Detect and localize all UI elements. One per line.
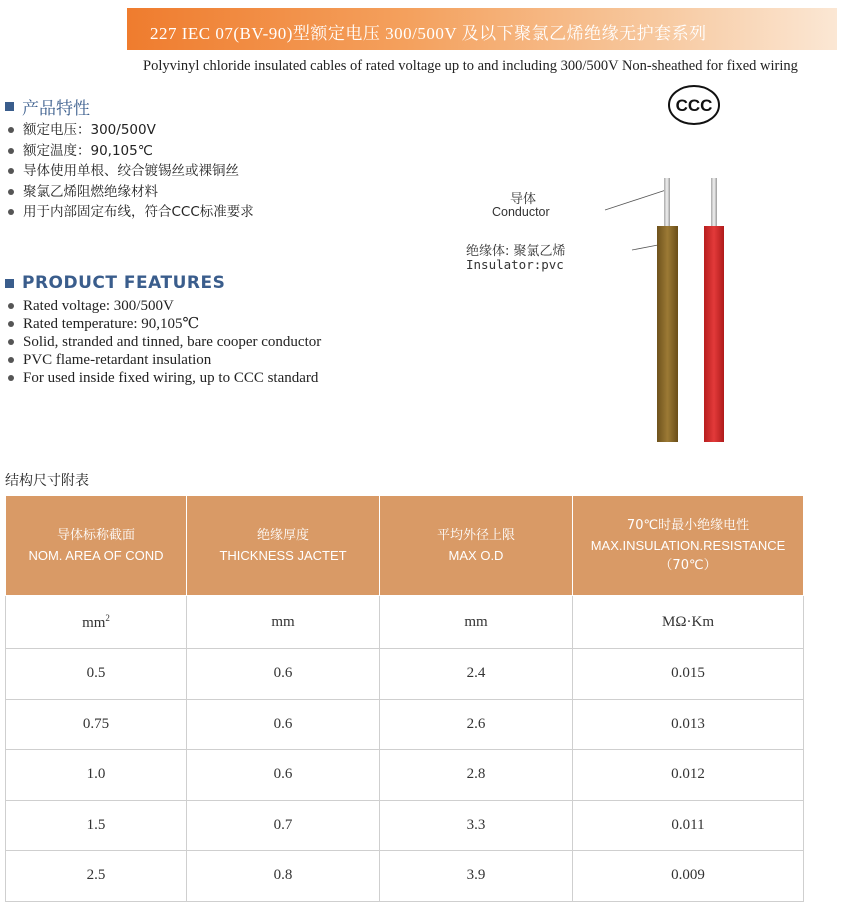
table-cell: 0.009 — [573, 851, 804, 902]
features-en-list — [5, 297, 321, 387]
table-cell: 1.5 — [6, 800, 187, 851]
list-item: Rated voltage: 300/500V — [5, 297, 321, 315]
table-header-row — [6, 496, 804, 596]
table-cell: 0.6 — [187, 750, 380, 801]
table-cell: 1.0 — [6, 750, 187, 801]
red-cable-insulation — [704, 226, 724, 442]
table-row — [6, 699, 804, 750]
list-item: Solid, stranded and tinned, bare cooper conductor — [5, 333, 321, 351]
table-row — [6, 800, 804, 851]
table-cell: 0.8 — [187, 851, 380, 902]
list-item: For used inside fixed wiring, up to CCC standard — [5, 369, 321, 387]
features-cn-heading-text: 产品特性 — [22, 99, 90, 119]
table-cell: 2.5 — [6, 851, 187, 902]
unit-cell: MΩ·Km — [573, 596, 804, 649]
header-cn: 绝缘厚度 — [256, 527, 309, 543]
insulator-label-en: Insulator:pvc — [466, 257, 564, 272]
table-row — [6, 851, 804, 902]
table-cell: 2.6 — [380, 699, 573, 750]
list-item: 额定温度：90,105℃ — [5, 141, 254, 162]
table-cell: 3.3 — [380, 800, 573, 851]
insulator-label-cn: 绝缘体: 聚氯乙烯 — [466, 244, 566, 259]
conductor-leader-line — [605, 190, 666, 210]
square-bullet-icon — [5, 102, 14, 111]
table-row — [6, 649, 804, 700]
square-bullet-icon — [5, 279, 14, 288]
header-extra: （70℃） — [659, 557, 717, 573]
table-cell: 3.9 — [380, 851, 573, 902]
table-cell: 0.012 — [573, 750, 804, 801]
header-cell-area — [6, 496, 187, 596]
header-en: NOM. AREA OF COND — [28, 547, 164, 563]
header-cn: 导体标称截面 — [56, 527, 135, 543]
table-cell: 0.5 — [6, 649, 187, 700]
table-cell: 0.7 — [187, 800, 380, 851]
list-item: PVC flame-retardant insulation — [5, 351, 321, 369]
brown-cable-insulation — [657, 226, 678, 442]
features-en-heading-text: PRODUCT FEATURES — [22, 273, 226, 293]
unit-cell: mm — [187, 596, 380, 649]
page-subtitle: Polyvinyl chloride insulated cables of rated voltage up to and including 300/500V Non-sheathed for fixed wiring — [143, 58, 798, 74]
red-cable-conductor — [711, 178, 717, 230]
header-en: MAX O.D — [448, 547, 504, 563]
header-cell-od — [380, 496, 573, 596]
table-cell: 0.015 — [573, 649, 804, 700]
header-cn: 平均外径上限 — [436, 527, 515, 543]
table-cell: 0.013 — [573, 699, 804, 750]
table-cell: 0.011 — [573, 800, 804, 851]
cable-illustration — [550, 170, 750, 450]
features-en-heading — [5, 273, 225, 293]
table-cell: 2.4 — [380, 649, 573, 700]
table-title: 结构尺寸附表 — [5, 473, 89, 489]
header-cell-resistance — [573, 496, 804, 596]
units-row — [6, 596, 804, 649]
list-item: 聚氯乙烯阻燃绝缘材料 — [5, 182, 254, 203]
unit-area-sup: 2 — [105, 612, 110, 623]
header-en: THICKNESS JACTET — [219, 547, 347, 563]
table-row — [6, 750, 804, 801]
unit-cell: mm — [380, 596, 573, 649]
ccc-certification-logo — [667, 84, 721, 126]
list-item: Rated temperature: 90,105℃ — [5, 315, 321, 333]
spec-table — [5, 495, 804, 902]
header-cn: 70℃时最小绝缘电性 — [626, 517, 750, 533]
conductor-label-en: Conductor — [492, 205, 550, 219]
insulator-leader-line — [632, 245, 658, 250]
table-cell: 0.6 — [187, 699, 380, 750]
brown-cable-conductor — [664, 178, 670, 230]
table-cell: 2.8 — [380, 750, 573, 801]
ccc-logo-text: CCC — [675, 96, 713, 115]
unit-area: mm — [82, 614, 106, 631]
conductor-label-cn: 导体 — [510, 192, 537, 207]
unit-cell — [6, 596, 187, 649]
header-en: MAX.INSULATION.RESISTANCE — [590, 537, 786, 553]
table-cell: 0.75 — [6, 699, 187, 750]
list-item: 用于内部固定布线，符合CCC标准要求 — [5, 202, 254, 223]
features-cn-list — [5, 120, 254, 223]
table-cell: 0.6 — [187, 649, 380, 700]
list-item: 额定电压：300/500V — [5, 120, 254, 141]
header-cell-thickness — [187, 496, 380, 596]
page-title: 227 IEC 07(BV-90)型额定电压 300/500V 及以下聚氯乙烯绝缘无护套系列 — [150, 24, 707, 43]
list-item: 导体使用单根、绞合镀锡丝或裸铜丝 — [5, 161, 254, 182]
features-cn-heading — [5, 94, 90, 119]
